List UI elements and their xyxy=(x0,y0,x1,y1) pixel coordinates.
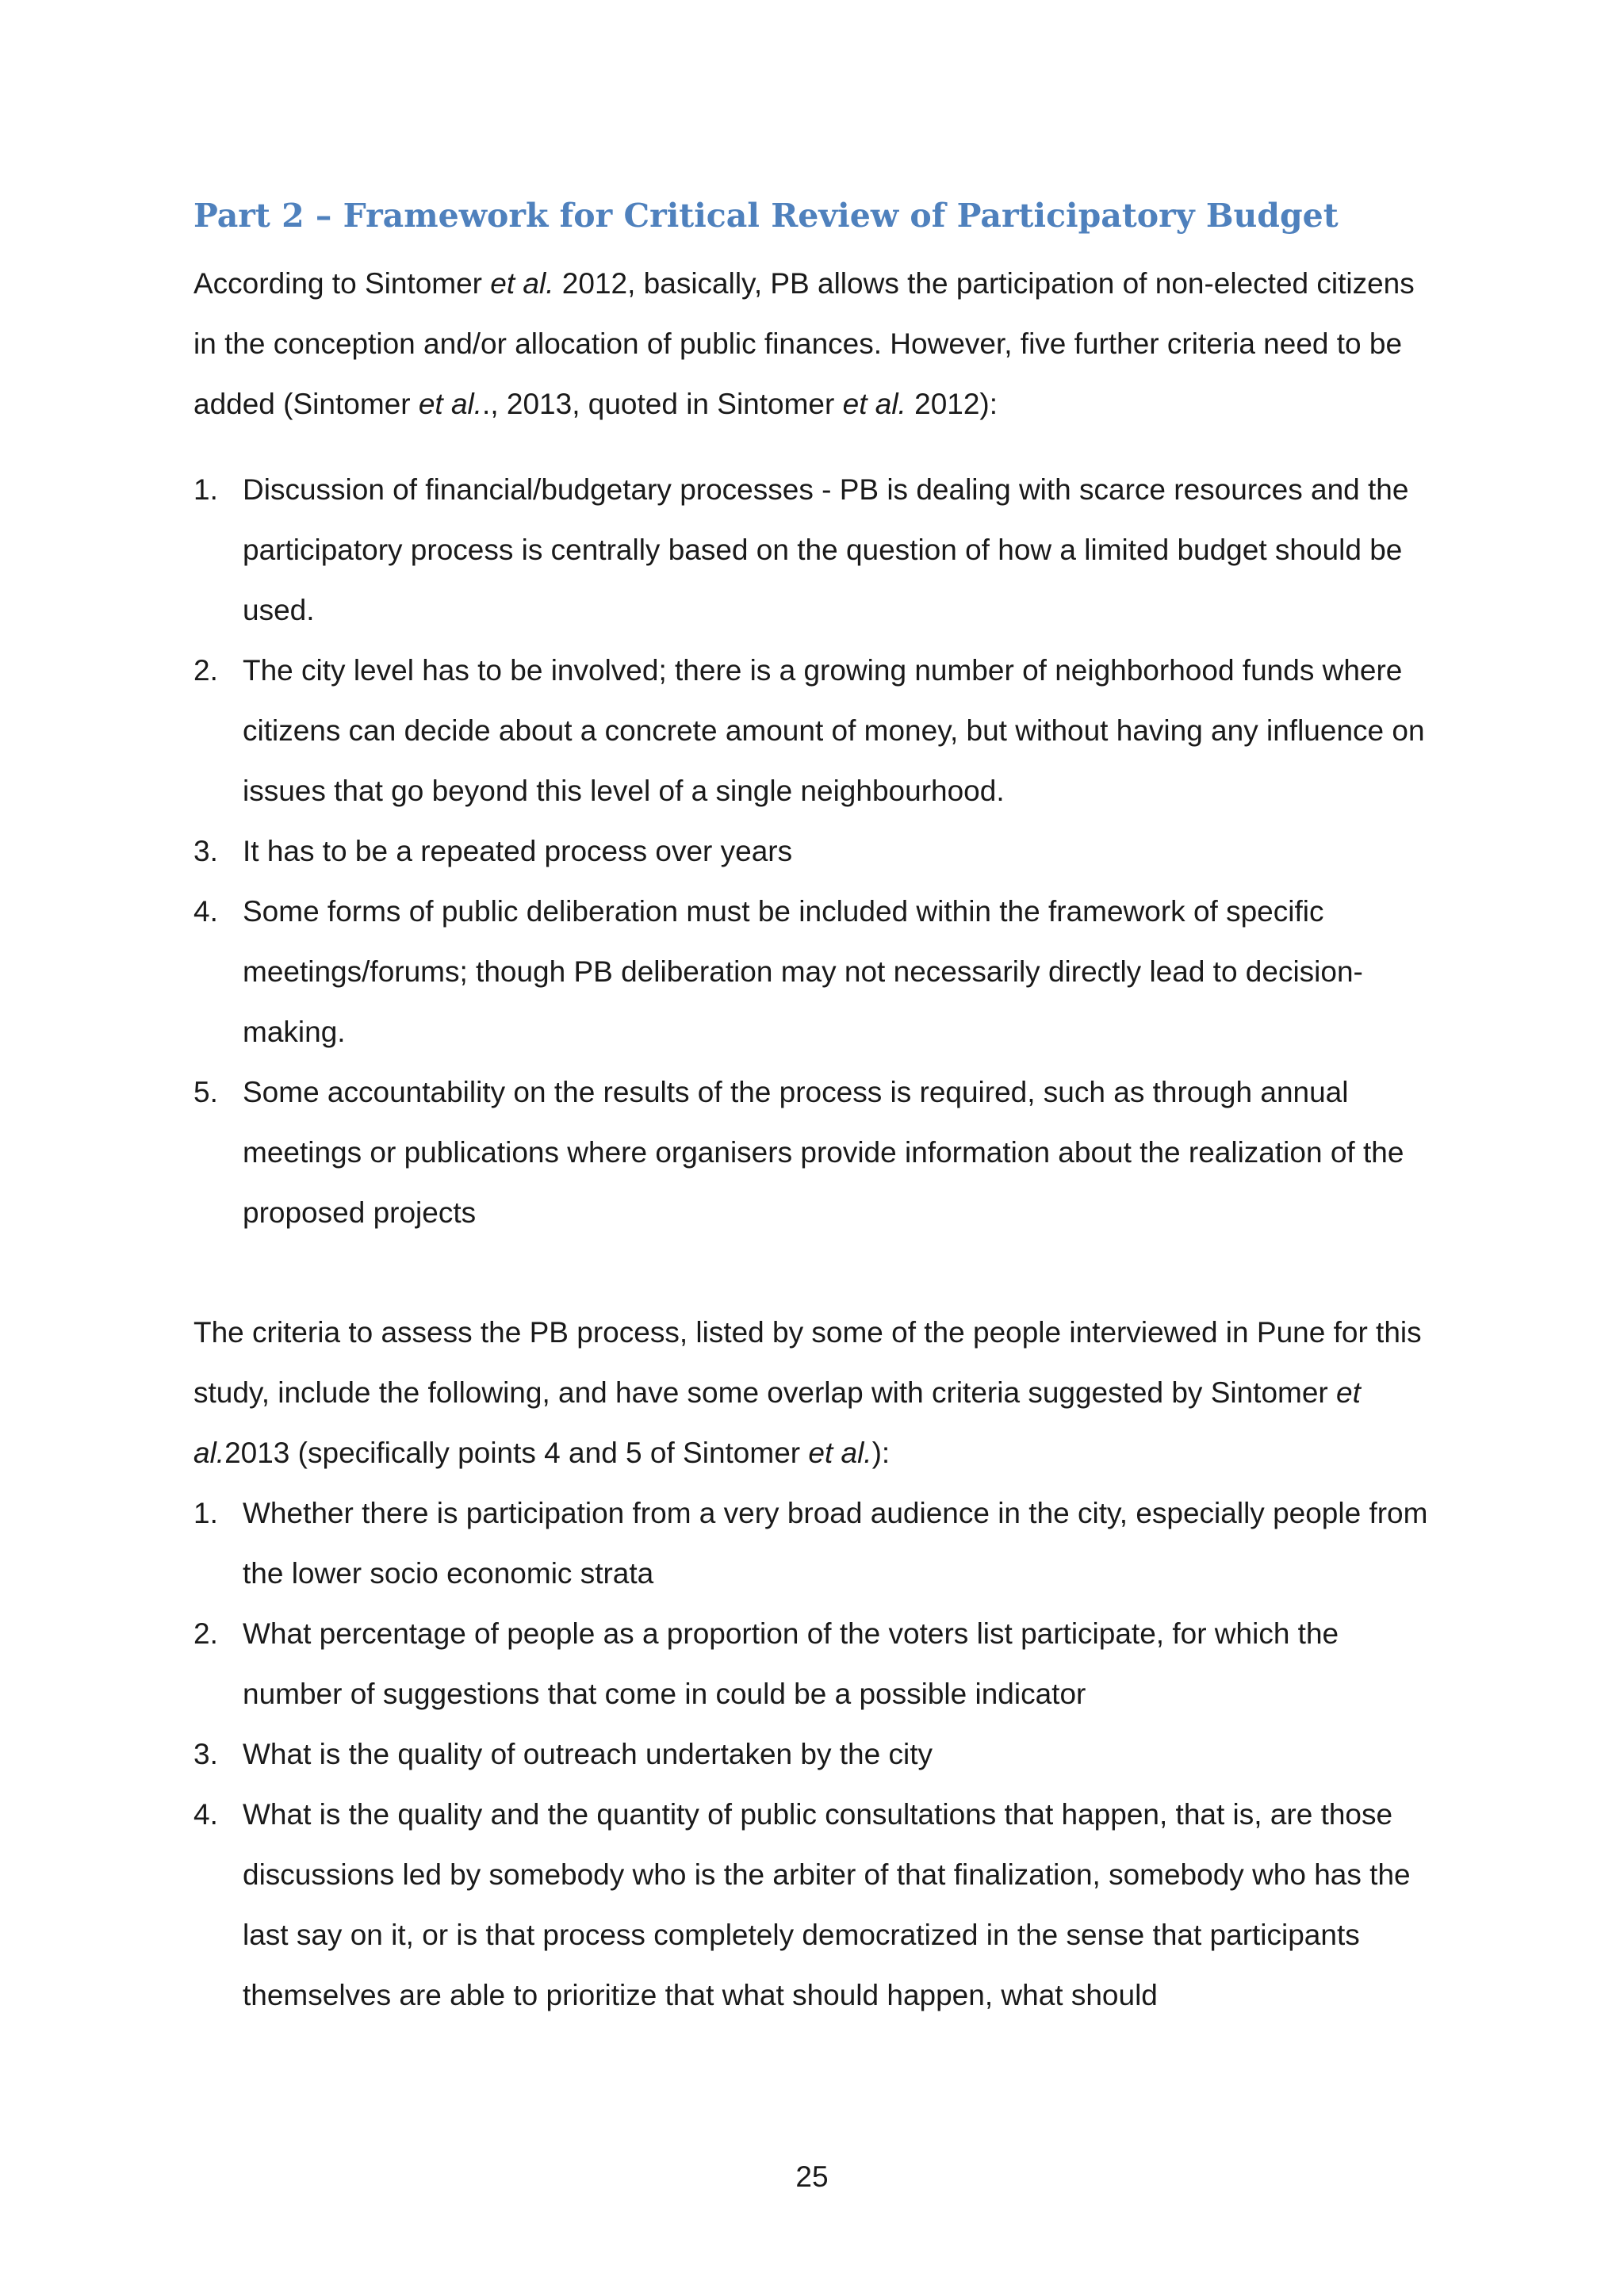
intro-text-3: ., 2013, quoted in Sintomer xyxy=(482,388,843,420)
section-heading: Part 2 – Framework for Critical Review of Participatory Budget xyxy=(193,197,1339,235)
list-item xyxy=(193,1724,1431,1785)
list-item-text: Discussion of financial/budgetary processes - PB is dealing with scarce resources and the participatory process is centrally based on the question of how a limited budget should be used. xyxy=(243,473,1409,626)
list-item-text: What is the quality and the quantity of public consultations that happen, that is, are those discussions led by somebody who is the arbiter of that finalization, somebody who has the last say on it, or is that process completely democratized in the sense that participants themselves are able to prioritize that what should happen, what should xyxy=(243,1798,1411,2011)
list-item-number: 5. xyxy=(193,1076,218,1108)
list-item-text: Whether there is participation from a very broad audience in the city, especially people from the lower socio economic strata xyxy=(243,1497,1428,1590)
list-item xyxy=(193,1604,1431,1724)
second-text-1: The criteria to assess the PB process, listed by some of the people interviewed in Pune for this study, include the following, and have some overlap with criteria suggested by Sintomer xyxy=(193,1316,1422,1409)
list-item-text: The city level has to be involved; there is a growing number of neighborhood funds where citizens can decide about a concrete amount of money, but without having any influence on issues that go beyond this level of a single neighbourhood. xyxy=(243,654,1425,807)
second-paragraph xyxy=(193,1303,1431,1483)
intro-italic-2: et al. xyxy=(418,388,483,420)
list-item-number: 4. xyxy=(193,1798,218,1831)
list-item-number: 2. xyxy=(193,1617,218,1650)
list-item xyxy=(193,1785,1431,2026)
intro-text-2: 2012, basically, PB allows the participation of non-elected citizens in the conception and/or allocation of public finances. However, five further criteria need to be added (Sintomer xyxy=(193,267,1415,420)
list-item xyxy=(193,460,1431,641)
list-item-text: What percentage of people as a proportion of the voters list participate, for which the number of suggestions that come in could be a possible indicator xyxy=(243,1617,1339,1710)
list-item-number: 4. xyxy=(193,895,218,928)
list-item xyxy=(193,641,1431,821)
list-item-text: Some accountability on the results of the process is required, such as through annual meetings or publications where organisers provide information about the realization of the proposed projects xyxy=(243,1076,1404,1229)
second-text-3: ): xyxy=(871,1437,891,1469)
second-italic-1: et al. xyxy=(193,1376,1361,1469)
list-item-text: What is the quality of outreach undertaken by the city xyxy=(243,1738,933,1770)
list-item-number: 1. xyxy=(193,1497,218,1529)
intro-paragraph xyxy=(193,254,1431,434)
intro-italic-1: et al. xyxy=(490,267,554,300)
list-item-text: Some forms of public deliberation must be included within the framework of specific meetings/forums; though PB deliberation may not necessarily directly lead to decision-making. xyxy=(243,895,1363,1048)
list-item xyxy=(193,882,1431,1062)
list-item-number: 3. xyxy=(193,1738,218,1770)
list-item xyxy=(193,1062,1431,1243)
second-italic-2: et al. xyxy=(808,1437,872,1469)
paragraph-spacer xyxy=(193,1243,1431,1303)
criteria-list xyxy=(193,460,1431,1243)
second-text-2: 2013 (specifically points 4 and 5 of Sintomer xyxy=(224,1437,809,1469)
list-item-number: 2. xyxy=(193,654,218,687)
intro-text-4: 2012): xyxy=(906,388,998,420)
list-item xyxy=(193,1483,1431,1604)
page-content xyxy=(193,187,1431,2026)
list-item xyxy=(193,821,1431,882)
intro-italic-3: et al. xyxy=(842,388,906,420)
intro-text-1: According to Sintomer xyxy=(193,267,491,300)
list-item-text: It has to be a repeated process over years xyxy=(243,835,793,867)
assessment-list xyxy=(193,1483,1431,2026)
list-item-number: 1. xyxy=(193,473,218,506)
page-number: 25 xyxy=(795,2160,829,2193)
list-item-number: 3. xyxy=(193,835,218,867)
